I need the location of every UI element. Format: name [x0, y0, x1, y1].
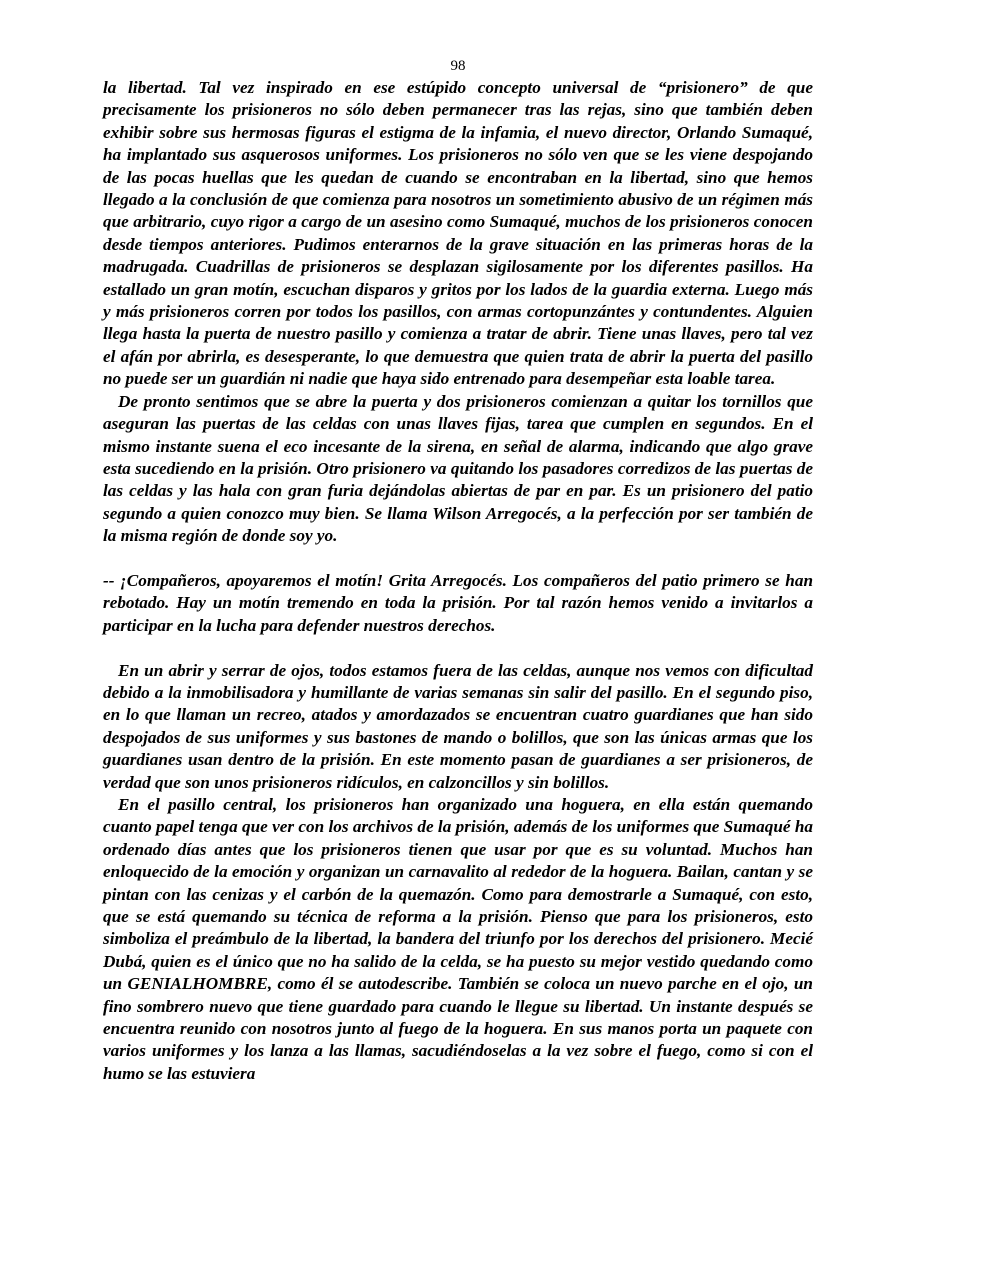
paragraph: En el pasillo central, los prisioneros han organizado una hoguera, en ella están quemando cuanto papel tenga que ver con los archivos de la prisión, además de los uniformes que Sumaqué ha ordenado días antes que los prisioneros tienen que usar por que es su voluntad. Muchos han enloquecido de la emoción y organizan un carnavalito al rededor de la hoguera. Bailan, cantan y se pintan con las cenizas y el carbón de la quemazón. Como para demostrarle a Sumaqué, con esto, que se está quemando su técnica de reforma a la prisión. Pienso que para los prisioneros, esto simboliza el preámbulo de la libertad, la bandera del triunfo por los derechos del prisionero. Mecié Dubá, quien es el único que no ha salido de la celda, se ha puesto su mejor vestido quedando como un GENIALHOMBRE, como él se autodescribe. También se coloca un nuevo parche en el ojo, un fino sombrero nuevo que tiene guardado para cuando le llegue su libertad. Un instante después se encuentra reunido con nosotros junto al fuego de la hoguera. En sus manos porta un paquete con varios uniformes y los lanza a las llamas, sacudiéndoselas a la vez sobre el fuego, como si con el humo se las estuviera — [103, 794, 813, 1083]
page-number: 98 — [450, 58, 466, 74]
paragraph: De pronto sentimos que se abre la puerta y dos prisioneros comienzan a quitar los tornillos que aseguran las puertas de las celdas con unas llaves fijas, tarea que cumplen en segundos. En el mismo instante suena el eco incesante de la sirena, en señal de alarma, indicando que algo grave esta sucediendo en la prisión. Otro prisionero va quitando los pasadores corredizos de las puertas de las celdas y las hala con gran furia dejándolas abiertas de par en par. Es un prisionero del patio segundo a quien conozco muy bien. Se llama Wilson Arregocés, a la perfección por ser también de la misma región de donde soy yo. — [103, 391, 813, 546]
body-text — [103, 77, 813, 1085]
paragraph-continuation: la libertad. Tal vez inspirado en ese estúpido concepto universal de “prisionero” de que precisamente los prisioneros no sólo deben permanecer tras las rejas, sino que también deben exhibir sobre sus hermosas figuras el estigma de la infamia, el nuevo director, Orlando Sumaqué, ha implantado sus asquerosos uniformes. Los prisioneros no sólo ven que se les viene despojando de las pocas huellas que les quedan de cuando se encontraban en la libertad, sino que hemos llegado a la conclusión de que comienza para nosotros un sometimiento abusivo de un régimen más que arbitrario, cuyo rigor a cargo de un asesino como Sumaqué, muchos de los prisioneros conocen desde tiempos anteriores. Pudimos enterarnos de la grave situación en las primeras horas de la madrugada. Cuadrillas de prisioneros se desplazan sigilosamente por los diferentes pasillos. Ha estallado un gran motín, escuchan disparos y gritos por los lados de la guardia externa. Luego más y más prisioneros corren por todos los pasillos, con armas cortopunzántes y contundentes. Alguien llega hasta la puerta de nuestro pasillo y comienza a tratar de abrir. Tiene unas llaves, pero tal vez el afán por abrirla, es desesperante, lo que demuestra que quien trata de abrir la puerta del pasillo no puede ser un guardián ni nadie que haya sido entrenado para desempeñar esta loable tarea. — [103, 78, 813, 389]
paragraph: En un abrir y serrar de ojos, todos estamos fuera de las celdas, aunque nos vemos con dificultad debido a la inmobilisadora y humillante de varias semanas sin salir del pasillo. En el segundo piso, en lo que llaman un recreo, atados y amordazados se encuentran cuatro guardianes que han sido despojados de sus uniformes y sus bastones de mando o bolillos, que son las únicas armas que los guardianes usan dentro de la prisión. En este momento pasan de guardianes a ser prisioneros, de verdad que son unos prisioneros ridículos, en calzoncillos y sin bolillos. — [103, 660, 813, 792]
dialogue-paragraph: -- ¡Compañeros, apoyaremos el motín! Grita Arregocés. Los compañeros del patio primero se han rebotado. Hay un motín tremendo en toda la prisión. Por tal razón hemos venido a invitarlos a participar en la lucha para defender nuestros derechos. — [103, 570, 813, 635]
